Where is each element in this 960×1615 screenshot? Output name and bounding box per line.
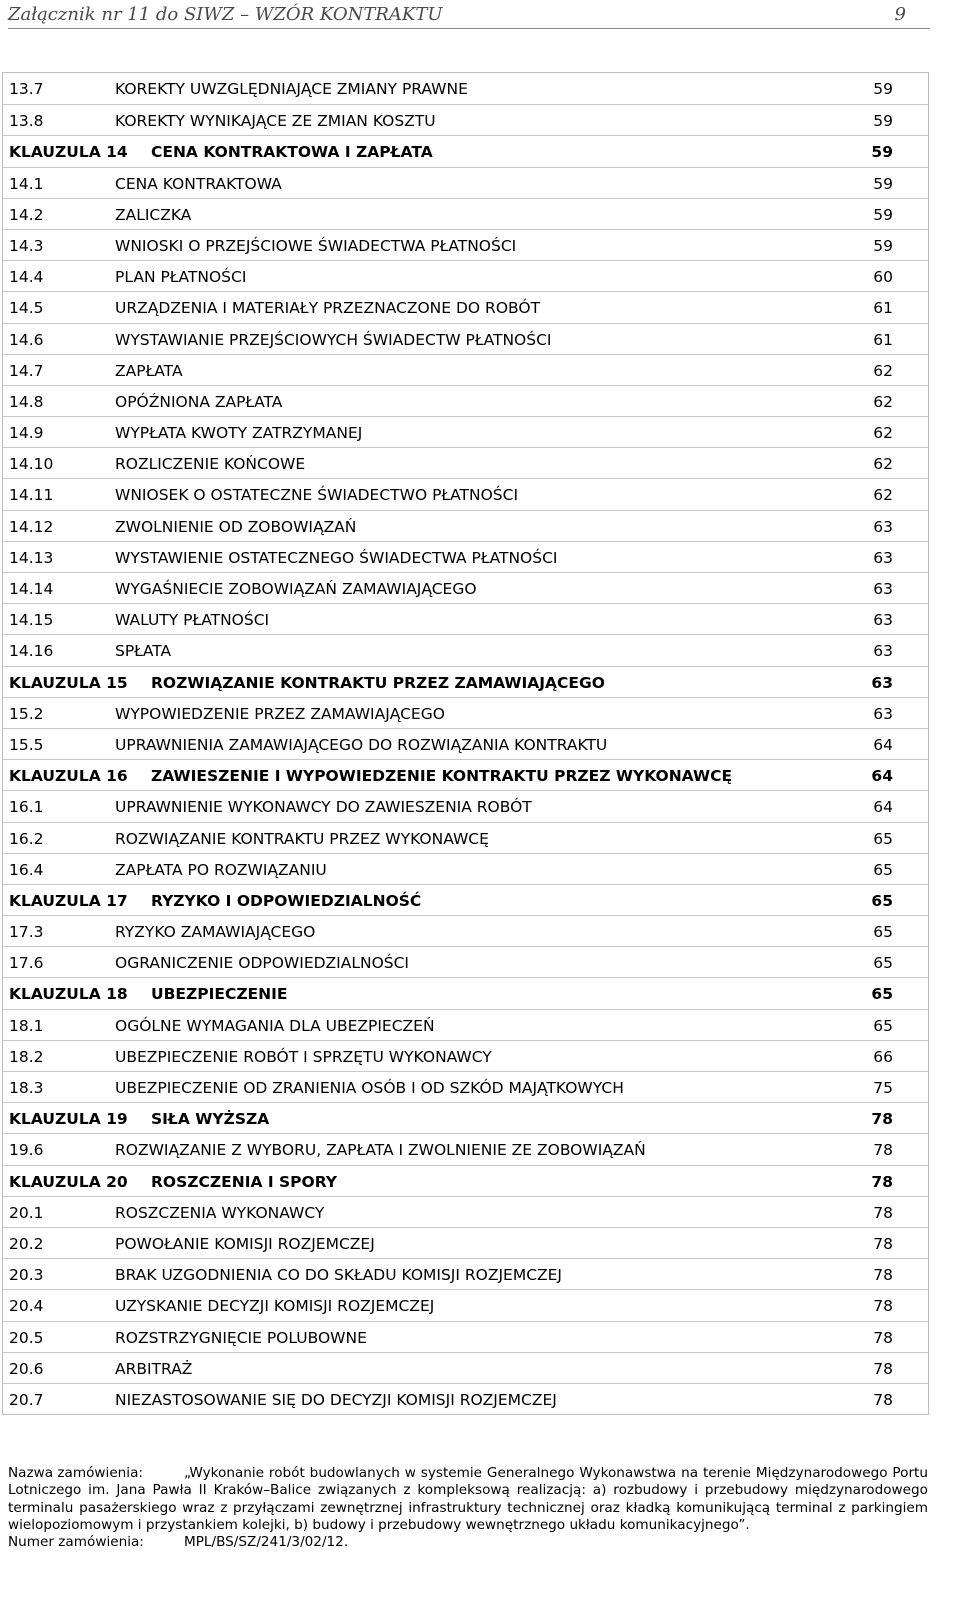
toc-page: 64 [873, 798, 893, 817]
toc-title: ZAWIESZENIE I WYPOWIEDZENIE KONTRAKTU PRZEZ WYKONAWCĘ [151, 767, 733, 786]
toc-page: 78 [873, 1141, 893, 1160]
toc-title: ZWOLNIENIE OD ZOBOWIĄZAŃ [115, 517, 357, 536]
toc-title: ZAPŁATA [115, 361, 183, 380]
toc-row [3, 541, 928, 572]
toc-row [3, 447, 928, 478]
toc-number: 13.7 [9, 80, 44, 98]
toc-title: OPÓŹNIONA ZAPŁATA [115, 392, 283, 411]
toc-page: 64 [871, 767, 893, 786]
toc-number: 14.2 [9, 205, 44, 224]
toc-clause-row [3, 1102, 928, 1133]
order-name-text: „Wykonanie robót budowlanych w systemie Generalnego Wykonawstwa na terenie Międzynarodowego Portu Lotniczego im. Jana Pawła II Kraków–Balice związanych z kompleksową realizacją: a) rozbudowy i przebudowy międzynarodowego terminalu pasażerskiego wraz z przyłączami zewnętrznej infrastruktury technicznej oraz kładką komunikującą terminal z parkingiem wielopoziomowym i przystankiem kolejki, b) budowy i przebudowy wewnętrznego układu komunikacyjnego”. [8, 1465, 928, 1533]
toc-page: 59 [873, 80, 893, 98]
toc-page: 63 [873, 580, 893, 598]
toc-page: 63 [873, 517, 893, 536]
toc-number: 14.9 [9, 424, 44, 443]
toc-number: 14.4 [9, 268, 44, 287]
toc-title: WYSTAWIENIE OSTATECZNEGO ŚWIADECTWA PŁATNOŚCI [115, 548, 558, 567]
toc-title: BRAK UZGODNIENIA CO DO SKŁADU KOMISJI ROZJEMCZEJ [115, 1266, 563, 1285]
toc-number: 14.16 [9, 642, 54, 661]
toc-page: 78 [871, 1172, 893, 1191]
toc-number: 14.1 [9, 174, 44, 193]
toc-number: 16.1 [9, 798, 44, 817]
toc-number: 14.12 [9, 517, 54, 536]
toc-number: 20.4 [9, 1297, 44, 1316]
toc-number: 14.3 [9, 236, 44, 255]
toc-number: 14.14 [9, 580, 54, 598]
toc-number: 14.15 [9, 611, 54, 630]
toc-number: KLAUZULA 18 [9, 985, 128, 1004]
toc-title: UPRAWNIENIA ZAMAWIAJĄCEGO DO ROZWIĄZANIA KONTRAKTU [115, 735, 608, 754]
toc-number: 15.5 [9, 735, 44, 754]
toc-title: WNIOSEK O OSTATECZNE ŚWIADECTWO PŁATNOŚCI [115, 486, 519, 505]
toc-number: 14.6 [9, 330, 44, 349]
table-of-contents [2, 72, 929, 1415]
toc-page: 62 [873, 392, 893, 411]
toc-title: ROSZCZENIA I SPORY [151, 1172, 338, 1191]
toc-page: 78 [873, 1359, 893, 1378]
toc-title: UBEZPIECZENIE [151, 985, 288, 1004]
toc-row [3, 323, 928, 354]
toc-title: ROZWIĄZANIE KONTRAKTU PRZEZ ZAMAWIAJĄCEGO [151, 673, 605, 692]
toc-number: 13.8 [9, 112, 44, 131]
toc-number: KLAUZULA 19 [9, 1110, 128, 1129]
toc-title: ROZWIĄZANIE Z WYBORU, ZAPŁATA I ZWOLNIENIE ZE ZOBOWIĄZAŃ [115, 1141, 646, 1160]
toc-page: 65 [873, 829, 893, 848]
toc-page: 63 [873, 548, 893, 567]
toc-number: 20.6 [9, 1359, 44, 1378]
toc-row [3, 946, 928, 977]
toc-title: ZAPŁATA PO ROZWIĄZANIU [115, 860, 327, 879]
toc-title: KOREKTY UWZGLĘDNIAJĄCE ZMIANY PRAWNE [115, 80, 468, 98]
toc-page: 78 [871, 1110, 893, 1129]
toc-title: WNIOSKI O PRZEJŚCIOWE ŚWIADECTWA PŁATNOŚCI [115, 236, 517, 255]
toc-title: WYPŁATA KWOTY ZATRZYMANEJ [115, 424, 363, 443]
toc-row [3, 853, 928, 884]
toc-page: 78 [873, 1234, 893, 1253]
toc-page: 65 [873, 923, 893, 942]
toc-row [3, 1133, 928, 1164]
toc-page: 64 [873, 735, 893, 754]
toc-row [3, 167, 928, 198]
toc-row [3, 198, 928, 229]
toc-title: NIEZASTOSOWANIE SIĘ DO DECYZJI KOMISJI ROZJEMCZEJ [115, 1390, 557, 1409]
toc-page: 66 [873, 1047, 893, 1066]
toc-page: 78 [873, 1266, 893, 1285]
toc-row [3, 229, 928, 260]
toc-title: ROZLICZENIE KOŃCOWE [115, 455, 306, 474]
toc-title: UBEZPIECZENIE ROBÓT I SPRZĘTU WYKONAWCY [115, 1047, 492, 1066]
toc-row [3, 790, 928, 821]
toc-title: WYGAŚNIECIE ZOBOWIĄZAŃ ZAMAWIAJĄCEGO [115, 580, 477, 598]
document-title: Załącznik nr 11 do SIWZ – WZÓR KONTRAKTU [8, 4, 443, 25]
toc-page: 62 [873, 455, 893, 474]
toc-title: OGÓLNE WYMAGANIA DLA UBEZPIECZEŃ [115, 1016, 435, 1035]
toc-page: 65 [871, 891, 893, 910]
toc-row [3, 73, 928, 104]
toc-row [3, 822, 928, 853]
toc-page: 78 [873, 1203, 893, 1222]
toc-title: UZYSKANIE DECYZJI KOMISJI ROZJEMCZEJ [115, 1297, 435, 1316]
toc-number: 14.10 [9, 455, 54, 474]
order-name [8, 1465, 928, 1534]
toc-title: KOREKTY WYNIKAJĄCE ZE ZMIAN KOSZTU [115, 112, 436, 131]
toc-page: 65 [873, 954, 893, 973]
toc-title: RYZYKO I ODPOWIEDZIALNOŚĆ [151, 891, 422, 910]
toc-page: 59 [873, 236, 893, 255]
toc-number: 19.6 [9, 1141, 44, 1160]
toc-number: KLAUZULA 20 [9, 1172, 128, 1191]
toc-number: 20.2 [9, 1234, 44, 1253]
toc-page: 75 [873, 1079, 893, 1097]
toc-page: 62 [873, 486, 893, 505]
toc-title: UPRAWNIENIE WYKONAWCY DO ZAWIESZENIA ROBÓT [115, 798, 532, 817]
toc-row [3, 1227, 928, 1258]
toc-number: KLAUZULA 14 [9, 143, 128, 162]
toc-title: ARBITRAŻ [115, 1359, 193, 1378]
toc-row [3, 1383, 928, 1414]
toc-row [3, 260, 928, 291]
toc-title: ZALICZKA [115, 205, 192, 224]
toc-number: KLAUZULA 16 [9, 767, 128, 786]
toc-number: 16.4 [9, 860, 44, 879]
toc-number: 16.2 [9, 829, 44, 848]
toc-title: OGRANICZENIE ODPOWIEDZIALNOŚCI [115, 954, 410, 973]
toc-row [3, 478, 928, 509]
toc-title: PLAN PŁATNOŚCI [115, 268, 247, 287]
toc-row [3, 1071, 928, 1102]
toc-row [3, 915, 928, 946]
toc-page: 63 [873, 642, 893, 661]
toc-clause-row [3, 759, 928, 790]
toc-page: 59 [871, 143, 893, 162]
page-number: 9 [894, 4, 906, 25]
order-number [8, 1534, 928, 1551]
toc-page: 63 [873, 611, 893, 630]
toc-row [3, 1009, 928, 1040]
toc-page: 78 [873, 1390, 893, 1409]
toc-page: 78 [873, 1297, 893, 1316]
toc-number: 14.13 [9, 548, 54, 567]
toc-number: 14.7 [9, 361, 44, 380]
toc-page: 65 [873, 1016, 893, 1035]
toc-number: 17.6 [9, 954, 44, 973]
toc-row [3, 354, 928, 385]
toc-row [3, 572, 928, 603]
toc-number: 14.5 [9, 299, 44, 318]
toc-page: 63 [873, 704, 893, 723]
toc-number: 20.5 [9, 1328, 44, 1347]
toc-title: URZĄDZENIA I MATERIAŁY PRZEZNACZONE DO ROBÓT [115, 299, 541, 318]
toc-number: 18.3 [9, 1079, 44, 1097]
toc-clause-row [3, 884, 928, 915]
toc-row [3, 1040, 928, 1071]
toc-page: 59 [873, 112, 893, 131]
toc-row [3, 1196, 928, 1227]
toc-row [3, 510, 928, 541]
toc-clause-row [3, 1165, 928, 1196]
toc-row [3, 104, 928, 135]
toc-page: 61 [873, 330, 893, 349]
toc-title: CENA KONTRAKTOWA I ZAPŁATA [151, 143, 433, 162]
toc-clause-row [3, 666, 928, 697]
toc-title: UBEZPIECZENIE OD ZRANIENIA OSÓB I OD SZKÓD MAJĄTKOWYCH [115, 1079, 624, 1097]
toc-row [3, 1258, 928, 1289]
toc-number: KLAUZULA 15 [9, 673, 128, 692]
toc-row [3, 385, 928, 416]
toc-row [3, 1321, 928, 1352]
toc-page: 61 [873, 299, 893, 318]
page-header [8, 0, 930, 29]
toc-title: POWOŁANIE KOMISJI ROZJEMCZEJ [115, 1234, 375, 1253]
toc-title: ROZSTRZYGNIĘCIE POLUBOWNE [115, 1328, 367, 1347]
toc-number: 14.11 [9, 486, 54, 505]
toc-number: 18.1 [9, 1016, 44, 1035]
order-number-label: Numer zamówienia: [8, 1534, 144, 1551]
toc-row [3, 728, 928, 759]
toc-title: CENA KONTRAKTOWA [115, 174, 282, 193]
order-name-label: Nazwa zamówienia: [8, 1465, 143, 1481]
toc-page: 65 [871, 985, 893, 1004]
toc-title: RYZYKO ZAMAWIAJĄCEGO [115, 923, 316, 942]
toc-page: 78 [873, 1328, 893, 1347]
toc-row [3, 291, 928, 322]
toc-number: 18.2 [9, 1047, 44, 1066]
toc-number: 17.3 [9, 923, 44, 942]
toc-title: SIŁA WYŻSZA [151, 1110, 270, 1129]
toc-number: 20.7 [9, 1390, 44, 1409]
toc-number: KLAUZULA 17 [9, 891, 128, 910]
toc-row [3, 1289, 928, 1320]
toc-row [3, 603, 928, 634]
toc-title: WYSTAWIANIE PRZEJŚCIOWYCH ŚWIADECTW PŁATNOŚCI [115, 330, 552, 349]
toc-number: 20.1 [9, 1203, 44, 1222]
toc-clause-row [3, 135, 928, 166]
order-number-text: MPL/BS/SZ/241/3/02/12. [184, 1534, 349, 1551]
toc-title: ROSZCZENIA WYKONAWCY [115, 1203, 325, 1222]
toc-page: 62 [873, 424, 893, 443]
toc-page: 59 [873, 174, 893, 193]
toc-number: 14.8 [9, 392, 44, 411]
toc-row [3, 1352, 928, 1383]
page-footer [8, 1465, 928, 1551]
toc-page: 63 [871, 673, 893, 692]
toc-row [3, 416, 928, 447]
toc-title: WALUTY PŁATNOŚCI [115, 611, 270, 630]
toc-number: 15.2 [9, 704, 44, 723]
toc-page: 59 [873, 205, 893, 224]
toc-row [3, 634, 928, 665]
toc-title: ROZWIĄZANIE KONTRAKTU PRZEZ WYKONAWCĘ [115, 829, 489, 848]
toc-page: 62 [873, 361, 893, 380]
toc-row [3, 697, 928, 728]
toc-page: 65 [873, 860, 893, 879]
toc-title: SPŁATA [115, 642, 172, 661]
toc-clause-row [3, 977, 928, 1008]
toc-number: 20.3 [9, 1266, 44, 1285]
toc-title: WYPOWIEDZENIE PRZEZ ZAMAWIAJĄCEGO [115, 704, 445, 723]
toc-page: 60 [873, 268, 893, 287]
